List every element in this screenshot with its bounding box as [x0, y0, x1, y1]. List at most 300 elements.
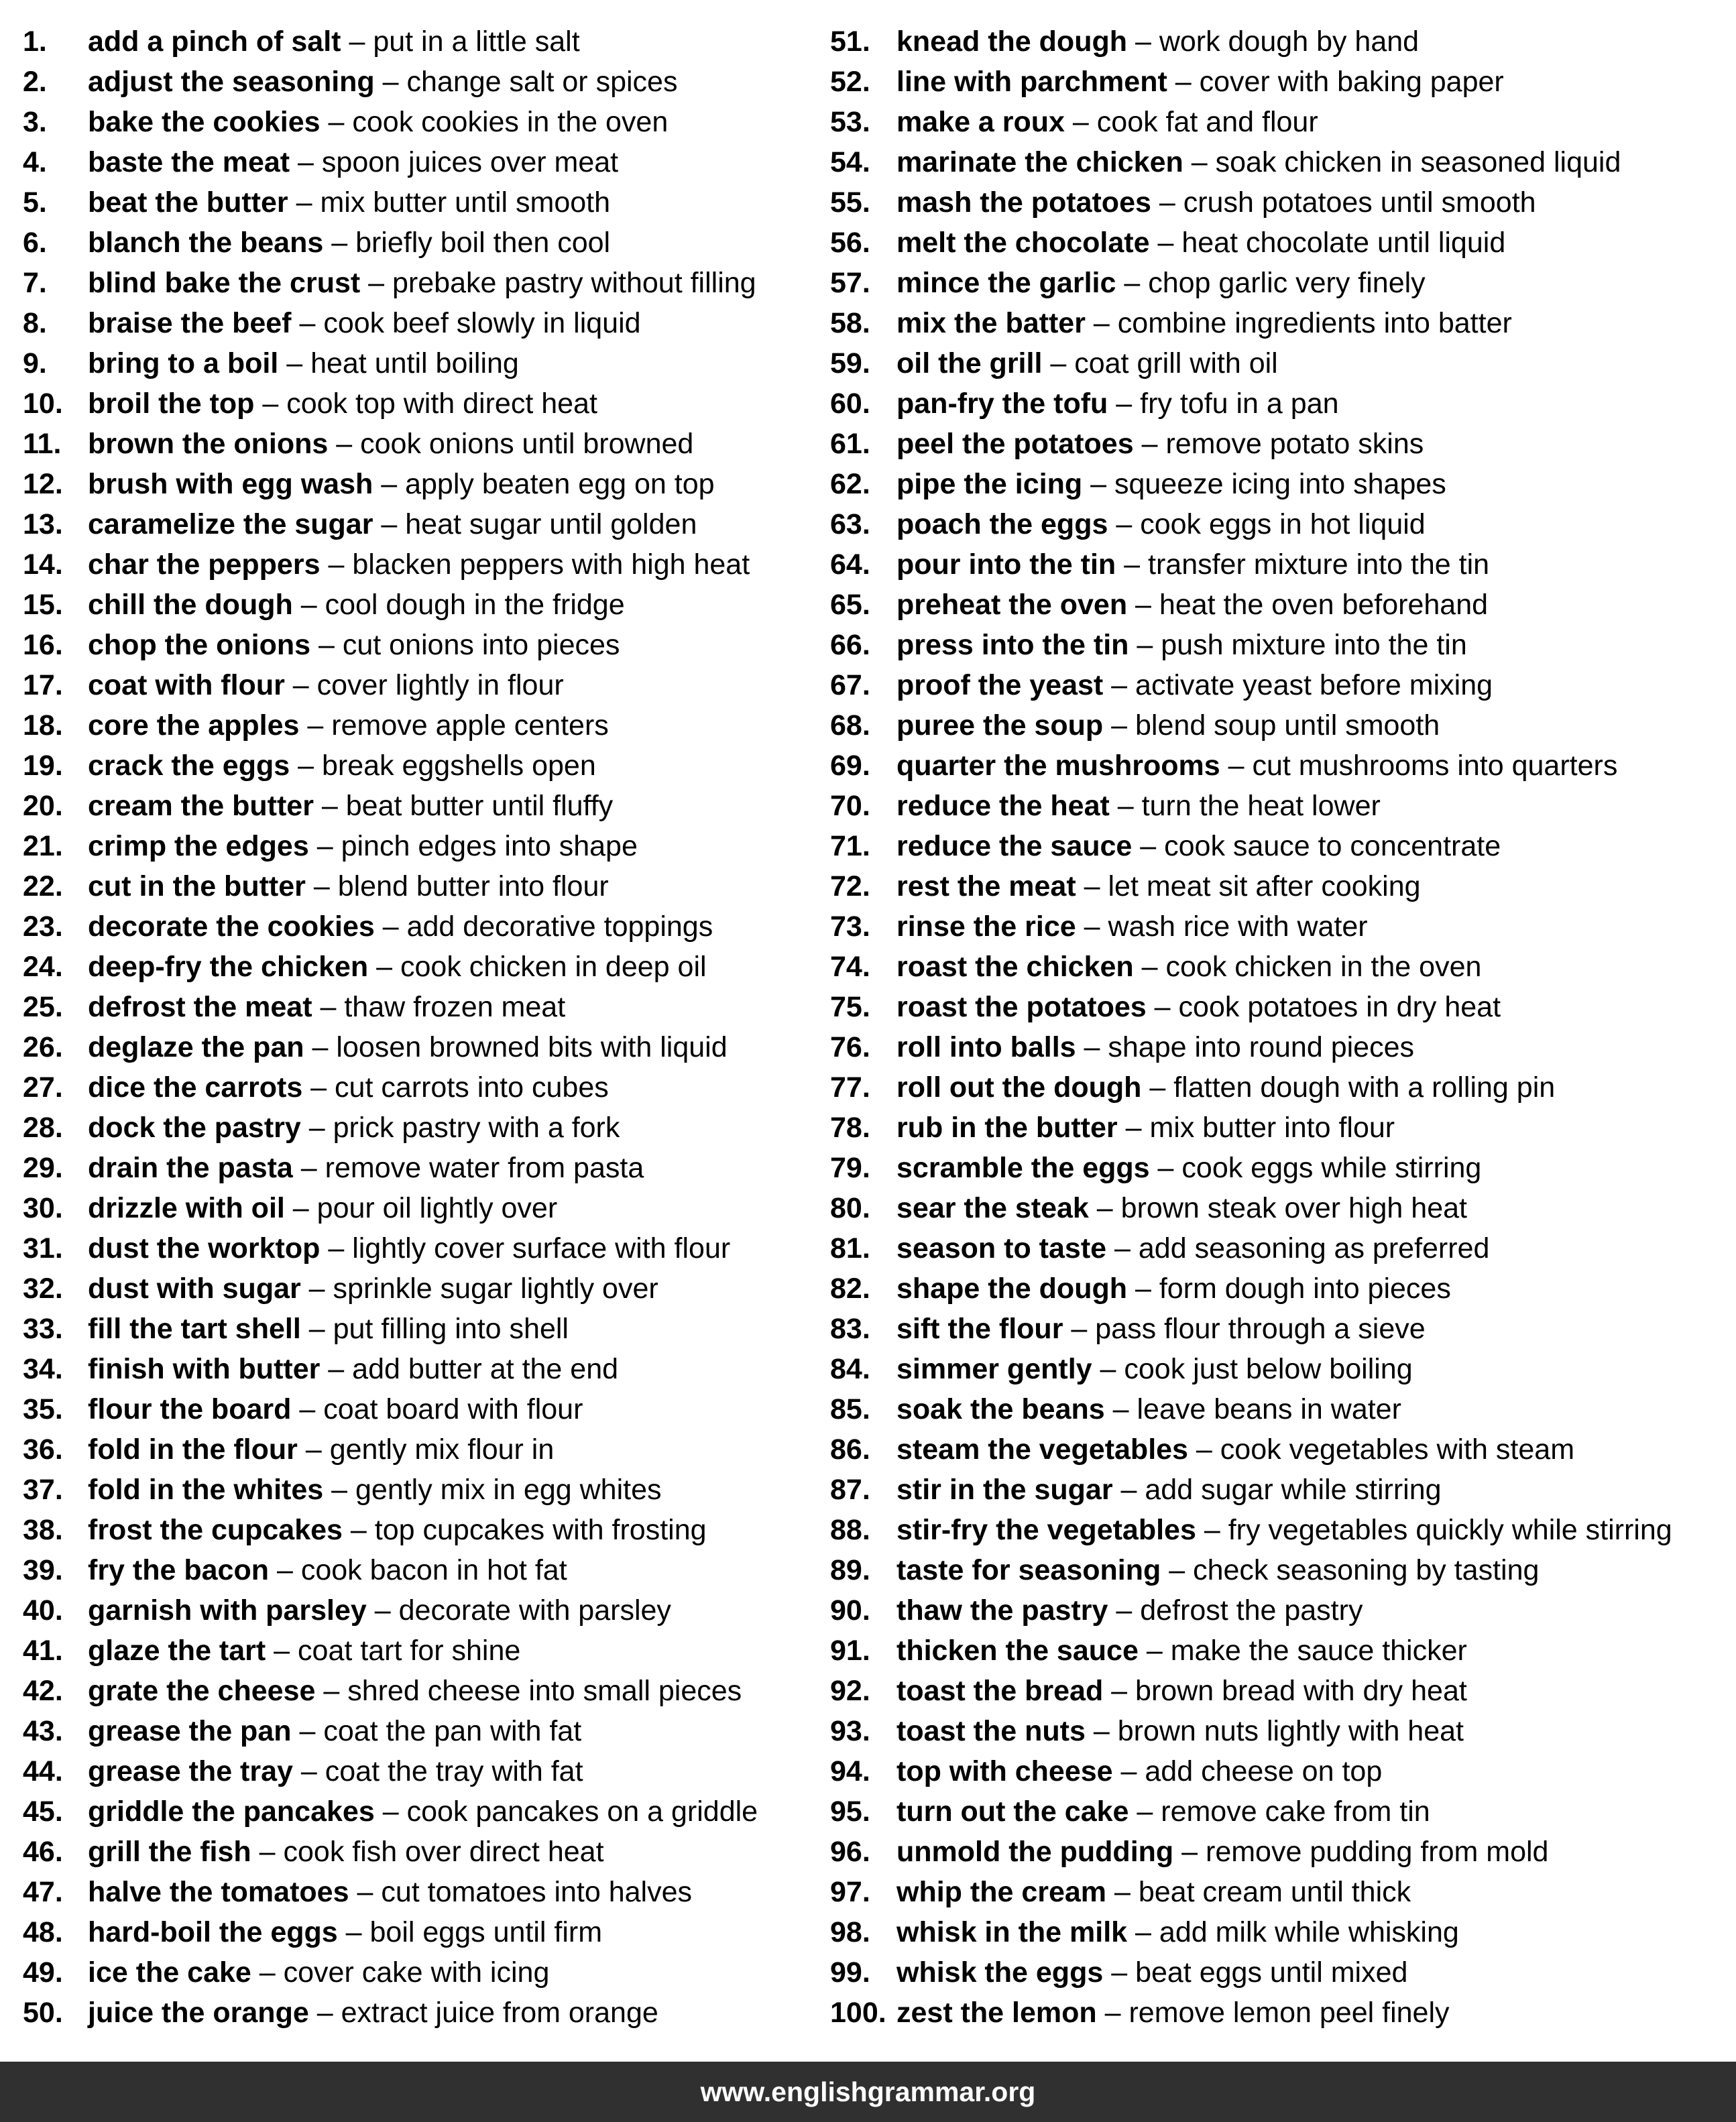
item-number: 96. [830, 1836, 870, 1868]
item-term: frost the cupcakes [88, 1514, 343, 1546]
item-number: 16. [23, 629, 63, 661]
item-definition: cut tomatoes into halves [381, 1876, 693, 1908]
item-term: sear the steak [896, 1192, 1089, 1224]
list-item [23, 1590, 827, 1631]
item-separator: – [308, 1997, 341, 2029]
item-separator: – [342, 1514, 375, 1546]
item-term: broil the top [88, 388, 255, 420]
item-separator: – [300, 1313, 333, 1345]
item-term: quarter the mushrooms [896, 750, 1220, 782]
item-term: season to taste [896, 1232, 1107, 1264]
list-item [830, 1912, 1732, 1952]
list-item [830, 705, 1732, 746]
list-item [23, 866, 827, 906]
list-item [830, 424, 1732, 464]
item-term: dock the pastry [88, 1112, 301, 1144]
item-number: 53. [830, 106, 870, 138]
item-definition: beat butter until fluffy [345, 790, 614, 822]
list-item [23, 906, 827, 947]
item-separator: – [320, 1353, 353, 1385]
item-number: 99. [830, 1956, 870, 1989]
item-separator: – [284, 1192, 317, 1224]
item-separator: – [1127, 1273, 1159, 1305]
item-separator: – [1149, 227, 1182, 259]
list-item [830, 504, 1732, 544]
item-definition: turn the heat lower [1141, 790, 1381, 822]
item-definition: cook potatoes in dry heat [1178, 991, 1501, 1023]
item-number: 45. [23, 1795, 63, 1828]
item-definition: brown bread with dry heat [1135, 1675, 1467, 1707]
item-number: 59. [830, 347, 870, 379]
list-item [23, 544, 827, 585]
left-column [23, 21, 827, 2033]
item-number: 70. [830, 790, 870, 822]
item-term: decorate the cookies [88, 910, 375, 943]
item-definition: add butter at the end [352, 1353, 619, 1385]
item-separator: – [1076, 870, 1108, 902]
item-separator: – [1151, 186, 1183, 219]
item-term: reduce the heat [896, 790, 1110, 822]
item-definition: heat the oven beforehand [1159, 589, 1489, 621]
item-definition: activate yeast before mixing [1135, 669, 1493, 701]
item-number: 55. [830, 186, 870, 219]
item-number: 66. [830, 629, 870, 661]
list-item [23, 1791, 827, 1832]
item-term: toast the nuts [896, 1715, 1086, 1747]
item-term: hard-boil the eggs [88, 1916, 338, 1948]
list-item [830, 746, 1732, 786]
item-separator: – [1132, 830, 1165, 862]
item-number: 14. [23, 548, 63, 581]
item-separator: – [1127, 589, 1159, 621]
list-item [830, 1550, 1732, 1590]
item-separator: – [284, 669, 317, 701]
item-term: turn out the cake [896, 1795, 1129, 1828]
item-number: 4. [23, 146, 47, 178]
list-item [830, 786, 1732, 826]
item-term: juice the orange [88, 1997, 309, 2029]
item-term: grease the tray [88, 1755, 293, 1787]
list-item [23, 1912, 827, 1952]
item-term: roll out the dough [896, 1071, 1142, 1104]
list-item [23, 987, 827, 1027]
item-separator: – [266, 1635, 298, 1667]
item-number: 61. [830, 428, 870, 460]
item-separator: – [292, 1152, 325, 1184]
item-number: 12. [23, 468, 63, 500]
item-number: 19. [23, 750, 63, 782]
list-item [23, 223, 827, 263]
item-number: 10. [23, 388, 63, 420]
item-definition: defrost the pastry [1140, 1594, 1363, 1627]
item-number: 90. [830, 1594, 870, 1627]
item-separator: – [304, 1031, 337, 1063]
item-separator: – [297, 1433, 330, 1466]
item-number: 40. [23, 1594, 63, 1627]
item-number: 94. [830, 1755, 870, 1787]
item-term: mix the batter [896, 307, 1086, 339]
item-definition: boil eggs until firm [369, 1916, 603, 1948]
list-item [23, 1148, 827, 1188]
item-number: 31. [23, 1232, 63, 1264]
item-separator: – [1188, 1433, 1220, 1466]
item-separator: – [1149, 1152, 1182, 1184]
item-definition: make the sauce thicker [1170, 1635, 1467, 1667]
item-definition: cook cookies in the oven [352, 106, 669, 138]
item-number: 15. [23, 589, 63, 621]
item-number: 29. [23, 1152, 63, 1184]
item-definition: apply beaten egg on top [405, 468, 715, 500]
item-definition: remove water from pasta [325, 1152, 644, 1184]
list-item [23, 343, 827, 384]
item-separator: – [1103, 669, 1136, 701]
item-number: 75. [830, 991, 870, 1023]
item-definition: remove lemon peel finely [1129, 1997, 1450, 2029]
item-number: 28. [23, 1112, 63, 1144]
item-definition: transfer mixture into the tin [1148, 548, 1490, 581]
item-separator: – [1117, 1112, 1150, 1144]
item-definition: cool dough in the fridge [325, 589, 625, 621]
item-separator: – [1063, 1313, 1096, 1345]
item-separator: – [337, 1916, 370, 1948]
item-number: 67. [830, 669, 870, 701]
item-term: braise the beef [88, 307, 292, 339]
item-separator: – [269, 1554, 301, 1586]
item-number: 81. [830, 1232, 870, 1264]
list-item [830, 343, 1732, 384]
list-item [23, 1751, 827, 1791]
item-term: scramble the eggs [896, 1152, 1150, 1184]
list-item [830, 1309, 1732, 1349]
item-number: 72. [830, 870, 870, 902]
item-number: 3. [23, 106, 47, 138]
item-separator: – [341, 25, 373, 58]
list-item [830, 665, 1732, 705]
item-number: 79. [830, 1152, 870, 1184]
item-number: 92. [830, 1675, 870, 1707]
list-item [23, 464, 827, 504]
item-number: 74. [830, 951, 870, 983]
item-definition: briefly boil then cool [355, 227, 611, 259]
list-item [830, 1148, 1732, 1188]
list-item [23, 21, 827, 62]
item-definition: blend butter into flour [337, 870, 609, 902]
list-item [23, 826, 827, 866]
item-definition: cover cake with icing [283, 1956, 550, 1989]
list-item [830, 223, 1732, 263]
item-number: 20. [23, 790, 63, 822]
item-definition: cover lightly in flour [316, 669, 564, 701]
item-term: griddle the pancakes [88, 1795, 375, 1828]
list-item [23, 1067, 827, 1108]
item-separator: – [1112, 1755, 1145, 1787]
list-item [830, 625, 1732, 665]
item-definition: mix butter until smooth [320, 186, 611, 219]
item-term: stir-fry the vegetables [896, 1514, 1196, 1546]
item-term: roast the chicken [896, 951, 1134, 983]
item-separator: – [1196, 1514, 1228, 1546]
item-term: chill the dough [88, 589, 293, 621]
item-definition: coat grill with oil [1074, 347, 1278, 379]
item-number: 54. [830, 146, 870, 178]
item-separator: – [1103, 709, 1136, 742]
footer-website: www.englishgrammar.org [700, 2076, 1036, 2107]
item-definition: gently mix in egg whites [355, 1474, 662, 1506]
item-term: caramelize the sugar [88, 508, 373, 540]
item-separator: – [320, 1232, 353, 1264]
item-number: 44. [23, 1755, 63, 1787]
item-term: poach the eggs [896, 508, 1108, 540]
item-separator: – [1076, 910, 1108, 943]
item-term: stir in the sugar [896, 1474, 1113, 1506]
item-term: drizzle with oil [88, 1192, 285, 1224]
item-term: deglaze the pan [88, 1031, 304, 1063]
list-item [830, 1510, 1732, 1550]
item-definition: put filling into shell [333, 1313, 569, 1345]
item-separator: – [1042, 347, 1075, 379]
item-separator: – [368, 951, 400, 983]
item-term: taste for seasoning [896, 1554, 1161, 1586]
item-term: peel the potatoes [896, 428, 1134, 460]
item-term: rinse the rice [896, 910, 1076, 943]
item-separator: – [1108, 508, 1141, 540]
item-definition: combine ingredients into batter [1117, 307, 1512, 339]
item-definition: cook pancakes on a griddle [406, 1795, 758, 1828]
item-definition: beat eggs until mixed [1135, 1956, 1408, 1989]
item-term: unmold the pudding [896, 1836, 1174, 1868]
item-definition: remove pudding from mold [1206, 1836, 1549, 1868]
item-term: whisk in the milk [896, 1916, 1128, 1948]
item-separator: – [292, 589, 325, 621]
item-separator: – [300, 1273, 333, 1305]
list-item [830, 464, 1732, 504]
item-definition: push mixture into the tin [1161, 629, 1467, 661]
list-item [23, 786, 827, 826]
list-item [23, 1671, 827, 1711]
item-number: 41. [23, 1635, 63, 1667]
item-definition: heat sugar until golden [405, 508, 697, 540]
item-definition: beat cream until thick [1138, 1876, 1411, 1908]
item-separator: – [1116, 548, 1149, 581]
item-number: 86. [830, 1433, 870, 1466]
item-number: 43. [23, 1715, 63, 1747]
item-definition: gently mix flour in [329, 1433, 555, 1466]
list-item [23, 1269, 827, 1309]
item-definition: spoon juices over meat [321, 146, 619, 178]
item-definition: cook beef slowly in liquid [323, 307, 641, 339]
item-term: thaw the pastry [896, 1594, 1108, 1627]
item-number: 82. [830, 1273, 870, 1305]
item-separator: – [278, 347, 311, 379]
list-item [830, 1228, 1732, 1269]
item-term: deep-fry the chicken [88, 951, 369, 983]
item-term: crack the eggs [88, 750, 290, 782]
item-definition: cook chicken in the oven [1165, 951, 1482, 983]
item-definition: coat board with flour [323, 1393, 583, 1425]
item-number: 98. [830, 1916, 870, 1948]
item-separator: – [1161, 1554, 1194, 1586]
list-item [830, 263, 1732, 303]
right-column [830, 21, 1732, 2033]
item-number: 5. [23, 186, 47, 219]
item-definition: shape into round pieces [1108, 1031, 1414, 1063]
item-term: dice the carrots [88, 1071, 303, 1104]
item-definition: work dough by hand [1159, 25, 1420, 58]
item-term: preheat the oven [896, 589, 1128, 621]
item-separator: – [374, 910, 407, 943]
item-term: glaze the tart [88, 1635, 266, 1667]
list-item [830, 182, 1732, 223]
list-item [23, 1108, 827, 1148]
item-term: garnish with parsley [88, 1594, 367, 1627]
item-definition: flatten dough with a rolling pin [1173, 1071, 1556, 1104]
list-item [23, 1631, 827, 1671]
item-term: rub in the butter [896, 1112, 1118, 1144]
item-separator: – [288, 186, 321, 219]
list-item [830, 1832, 1732, 1872]
item-number: 23. [23, 910, 63, 943]
item-separator: – [315, 1675, 348, 1707]
item-term: make a roux [896, 106, 1065, 138]
list-item [23, 746, 827, 786]
item-number: 91. [830, 1635, 870, 1667]
item-number: 65. [830, 589, 870, 621]
list-item [23, 504, 827, 544]
list-item [830, 906, 1732, 947]
list-item [23, 1027, 827, 1067]
item-definition: cook chicken in deep oil [400, 951, 707, 983]
item-number: 57. [830, 267, 870, 299]
list-item [23, 1349, 827, 1389]
item-number: 89. [830, 1554, 870, 1586]
item-number: 97. [830, 1876, 870, 1908]
list-item [23, 102, 827, 142]
list-item [23, 665, 827, 705]
item-definition: brown steak over high heat [1120, 1192, 1467, 1224]
item-term: brush with egg wash [88, 468, 373, 500]
list-item [830, 1269, 1732, 1309]
item-term: sift the flour [896, 1313, 1063, 1345]
item-term: grill the fish [88, 1836, 251, 1868]
item-term: oil the grill [896, 347, 1043, 379]
item-definition: cook just below boiling [1124, 1353, 1413, 1385]
item-term: melt the chocolate [896, 227, 1150, 259]
item-definition: form dough into pieces [1159, 1273, 1451, 1305]
item-separator: – [1129, 1795, 1161, 1828]
item-separator: – [1173, 1836, 1206, 1868]
item-term: grease the pan [88, 1715, 292, 1747]
item-number: 30. [23, 1192, 63, 1224]
item-term: bring to a boil [88, 347, 279, 379]
list-item [830, 1429, 1732, 1470]
item-number: 69. [830, 750, 870, 782]
item-number: 73. [830, 910, 870, 943]
item-number: 52. [830, 66, 870, 98]
item-number: 68. [830, 709, 870, 742]
item-number: 56. [830, 227, 870, 259]
item-separator: – [349, 1876, 382, 1908]
item-definition: add decorative toppings [406, 910, 713, 943]
item-term: proof the yeast [896, 669, 1104, 701]
item-number: 37. [23, 1474, 63, 1506]
item-separator: – [1104, 1393, 1137, 1425]
list-item [23, 1832, 827, 1872]
list-item [830, 1671, 1732, 1711]
item-term: top with cheese [896, 1755, 1113, 1787]
item-number: 49. [23, 1956, 63, 1989]
list-item [830, 1349, 1732, 1389]
item-term: adjust the seasoning [88, 66, 375, 98]
item-number: 47. [23, 1876, 63, 1908]
item-definition: brown nuts lightly with heat [1117, 1715, 1464, 1747]
item-term: blanch the beans [88, 227, 324, 259]
list-item [830, 826, 1732, 866]
item-term: chop the onions [88, 629, 311, 661]
item-separator: – [1116, 267, 1149, 299]
item-definition: squeeze icing into shapes [1114, 468, 1446, 500]
item-definition: check seasoning by tasting [1193, 1554, 1540, 1586]
item-definition: cook eggs while stirring [1181, 1152, 1482, 1184]
item-number: 2. [23, 66, 47, 98]
item-number: 50. [23, 1997, 63, 2029]
list-item [830, 21, 1732, 62]
list-item [830, 1067, 1732, 1108]
list-item [830, 1751, 1732, 1791]
item-definition: top cupcakes with frosting [374, 1514, 707, 1546]
item-term: grate the cheese [88, 1675, 316, 1707]
item-definition: sprinkle sugar lightly over [333, 1273, 658, 1305]
list-item [23, 1470, 827, 1510]
item-term: rest the meat [896, 870, 1076, 902]
item-term: halve the tomatoes [88, 1876, 349, 1908]
item-separator: – [1133, 951, 1166, 983]
item-term: ice the cake [88, 1956, 251, 1989]
item-number: 18. [23, 709, 63, 742]
item-separator: – [374, 1795, 407, 1828]
list-item [830, 1993, 1732, 2033]
item-definition: cover with baking paper [1199, 66, 1504, 98]
item-term: add a pinch of salt [88, 25, 341, 58]
item-separator: – [1092, 1353, 1124, 1385]
item-term: blind bake the crust [88, 267, 361, 299]
item-separator: – [292, 1755, 325, 1787]
item-definition: fry tofu in a pan [1140, 388, 1339, 420]
item-term: soak the beans [896, 1393, 1105, 1425]
list-item [830, 947, 1732, 987]
item-definition: crush potatoes until smooth [1183, 186, 1536, 219]
item-definition: cut mushrooms into quarters [1252, 750, 1618, 782]
list-item [23, 62, 827, 102]
item-separator: – [1064, 106, 1097, 138]
item-separator: – [305, 870, 338, 902]
item-definition: remove cake from tin [1161, 1795, 1430, 1828]
item-number: 83. [830, 1313, 870, 1345]
item-number: 42. [23, 1675, 63, 1707]
footer-bar [0, 2062, 1736, 2122]
item-separator: – [1108, 1594, 1141, 1627]
item-definition: extract juice from orange [341, 1997, 658, 2029]
item-separator: – [1103, 1675, 1136, 1707]
item-separator: – [1129, 629, 1161, 661]
list-item [830, 1791, 1732, 1832]
list-item [23, 625, 827, 665]
item-term: knead the dough [896, 25, 1127, 58]
item-separator: – [1076, 1031, 1108, 1063]
item-definition: shred cheese into small pieces [347, 1675, 742, 1707]
item-term: pipe the icing [896, 468, 1083, 500]
item-number: 36. [23, 1433, 63, 1466]
item-definition: break eggshells open [321, 750, 596, 782]
